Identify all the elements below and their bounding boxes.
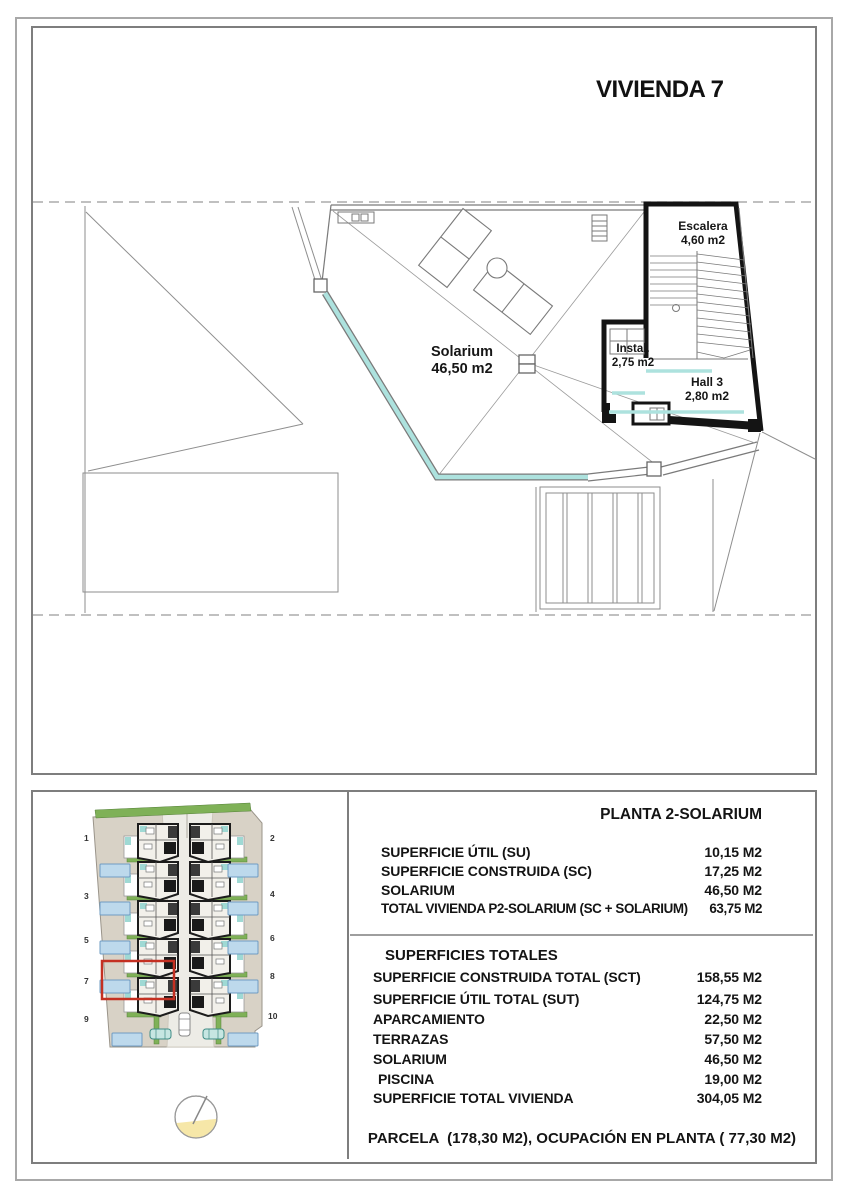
unit-number-5: 5 — [84, 935, 89, 945]
table-row — [373, 1011, 762, 1027]
row-label: SUPERFICIE CONSTRUIDA (SC) — [381, 863, 592, 879]
room-area: 4,60 m2 — [680, 233, 726, 248]
table-row — [381, 901, 762, 916]
row-value: 19,00 M2 — [704, 1071, 762, 1087]
room-name: Hall 3 — [690, 375, 723, 389]
room-area: 46,50 m2 — [431, 361, 493, 378]
unit-number-3: 3 — [84, 891, 89, 901]
row-value: 46,50 M2 — [704, 882, 762, 898]
row-value: 158,55 M2 — [696, 969, 762, 985]
table-row — [381, 863, 762, 879]
room-name: Solarium — [430, 344, 494, 360]
table-icon — [487, 258, 507, 278]
floor-plan — [33, 202, 815, 615]
neighbour-plot-lines — [83, 206, 338, 613]
row-label: SUPERFICIE TOTAL VIVIENDA — [373, 1090, 574, 1106]
vent-icon — [592, 215, 607, 241]
room-area: 2,80 m2 — [684, 389, 730, 404]
table-row — [373, 1090, 762, 1106]
table-row — [373, 969, 762, 985]
sheet-title: VIVIENDA 7 — [596, 76, 724, 103]
row-label: SOLARIUM — [373, 1051, 447, 1067]
unit-number-8: 8 — [270, 971, 275, 981]
table-row — [373, 1071, 762, 1087]
row-value: 63,75 M2 — [709, 901, 762, 916]
room-label-escalera — [663, 219, 743, 248]
unit-number-6: 6 — [270, 933, 275, 943]
row-value: 57,50 M2 — [704, 1031, 762, 1047]
row-label: PISCINA — [378, 1071, 435, 1087]
room-label-hall3 — [667, 375, 747, 404]
table-row — [373, 991, 762, 1007]
room-name: Instal. — [616, 343, 650, 355]
row-label: SUPERFICIE CONSTRUIDA TOTAL (SCT) — [373, 969, 641, 985]
room-area: 2,75 m2 — [611, 356, 655, 369]
room-name: Escalera — [678, 219, 728, 233]
row-label: APARCAMIENTO — [373, 1011, 485, 1027]
row-label: SOLARIUM — [381, 882, 455, 898]
parcela-summary: PARCELA (178,30 M2), OCUPACIÓN EN PLANTA ( 77,30 M2) — [367, 1130, 797, 1147]
unit-number-2: 2 — [270, 833, 275, 843]
row-label: TOTAL VIVIENDA P2-SOLARIUM (SC + SOLARIUM) — [381, 901, 688, 916]
table-row — [373, 1031, 762, 1047]
unit-number-4: 4 — [270, 889, 275, 899]
table-row — [373, 1051, 762, 1067]
unit-number-1: 1 — [84, 833, 89, 843]
row-value: 304,05 M2 — [696, 1090, 762, 1106]
pergola — [536, 432, 815, 612]
north-compass-icon — [168, 1096, 226, 1148]
room-label-instal — [597, 343, 669, 371]
railing — [325, 293, 588, 477]
row-value: 17,25 M2 — [704, 863, 762, 879]
table-title-planta: PLANTA 2-SOLARIUM — [600, 806, 762, 823]
unit-number-7: 7 — [84, 976, 89, 986]
unit-number-10: 10 — [268, 1011, 278, 1021]
row-value: 46,50 M2 — [704, 1051, 762, 1067]
table-title-totales: SUPERFICIES TOTALES — [385, 947, 558, 964]
row-label: SUPERFICIE ÚTIL TOTAL (SUT) — [373, 991, 580, 1007]
row-label: TERRAZAS — [373, 1031, 449, 1047]
unit-number-9: 9 — [84, 1014, 89, 1024]
row-value: 22,50 M2 — [704, 1011, 762, 1027]
row-value: 10,15 M2 — [704, 844, 762, 860]
row-label: SUPERFICIE ÚTIL (SU) — [381, 844, 531, 860]
hall-walls — [602, 403, 761, 432]
table-row — [381, 882, 762, 898]
site-plan — [93, 803, 262, 1148]
planter-icon — [338, 212, 374, 223]
row-value: 124,75 M2 — [696, 991, 762, 1007]
room-label-solarium — [397, 344, 527, 379]
lounger-icons — [419, 209, 553, 335]
table-row — [381, 844, 762, 860]
